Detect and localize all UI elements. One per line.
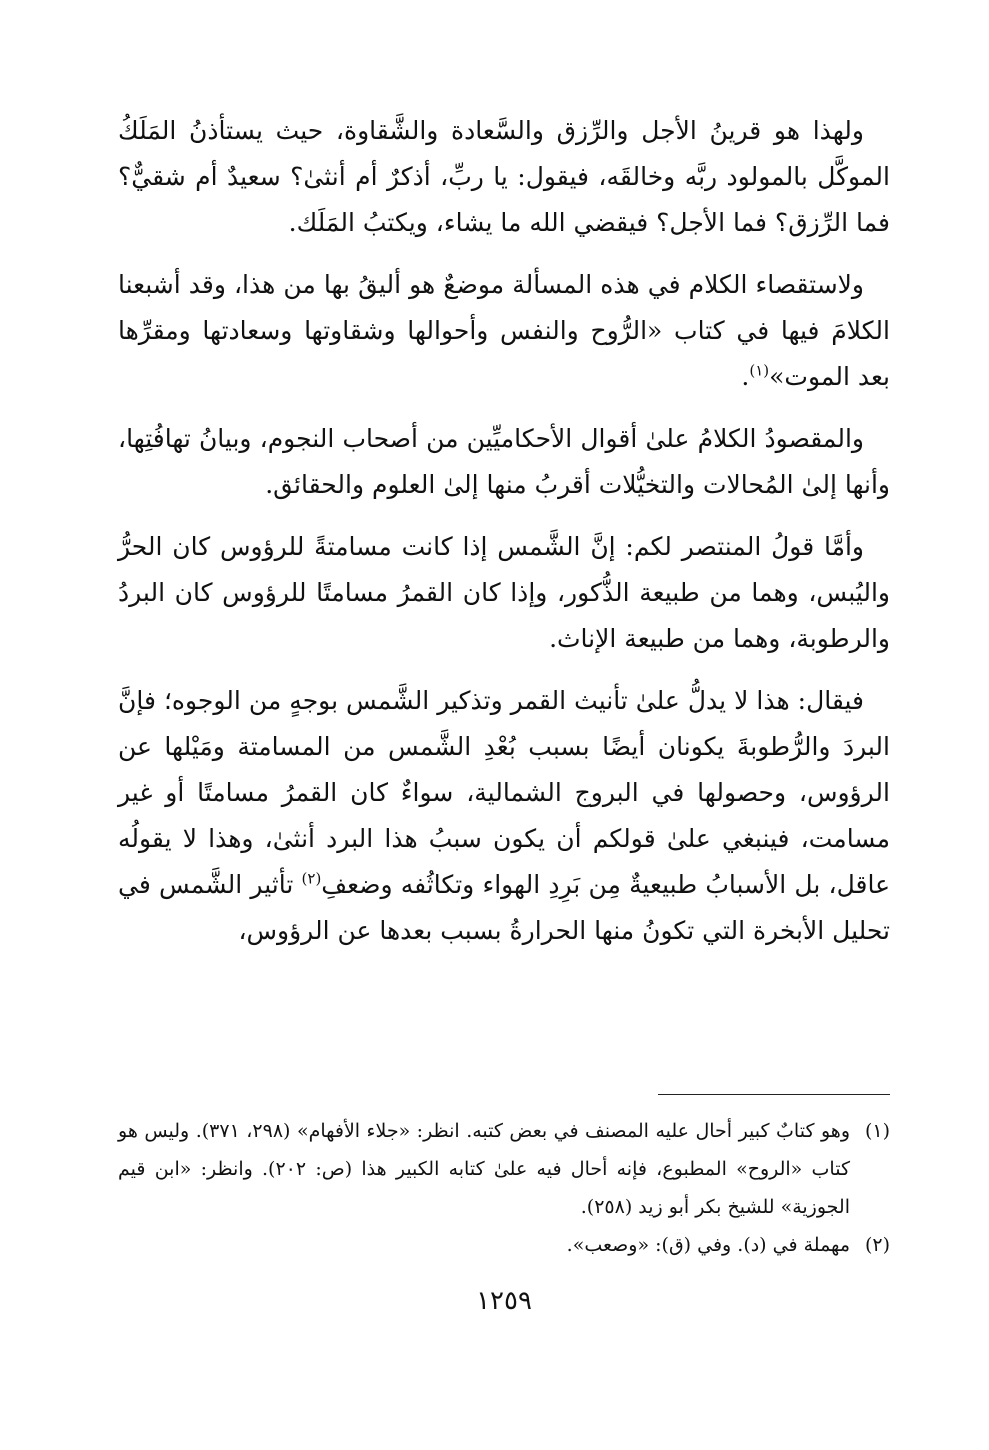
book-page <box>118 108 890 1338</box>
footnote-number: (٢) <box>864 1234 890 1256</box>
paragraph-1: ولهذا هو قرينُ الأجل والرِّزق والسَّعادة والشَّقاوة، حيث يستأذنُ المَلَكُ الموكَّل بالمولود ربَّه وخالقَه، فيقول: يا ربِّ، أذكرٌ أم أنثىٰ؟ سعيدٌ أم شقيٌّ؟ فما الرِّزق؟ فما الأجل؟ فيقضي الله ما يشاء، ويكتبُ المَلَك. <box>118 116 890 237</box>
main-text <box>118 108 890 954</box>
footnote-number: (١) <box>864 1120 890 1142</box>
page-number: ١٢٥٩ <box>476 1286 532 1316</box>
footnote-ref-2: (٢) <box>301 869 322 888</box>
footnote-2 <box>118 1226 890 1264</box>
footnote-text: مهملة في (د). وفي (ق): «وصعب». <box>566 1234 850 1256</box>
paragraph-2: ولاستقصاء الكلام في هذه المسألة موضعٌ هو أليقُ بها من هذا، وقد أشبعنا الكلامَ فيها في كتاب «الرُّوح والنفس وأحوالها وشقاوتها وسعادتها ومقرِّها بعد الموت»$^{(١)}$. <box>118 270 890 391</box>
footnote-ref-1: (١) <box>749 361 770 380</box>
paragraph-3: والمقصودُ الكلامُ علىٰ أقوال الأحكاميِّين من أصحاب النجوم، وبيانُ تهافُتِها، وأنها إلىٰ المُحالات والتخيُّلات أقربُ منها إلىٰ العلوم والحقائق. <box>118 424 890 499</box>
paragraph-5: فيقال: هذا لا يدلُّ علىٰ تأنيث القمر وتذكير الشَّمس بوجهٍ من الوجوه؛ فإنَّ البردَ والرُّطوبةَ يكونان أيضًا بسبب بُعْدِ الشَّمس من المسامتة ومَيْلها عن الرؤوس، وحصولها في البروج الشمالية، سواءٌ كان القمرُ مسامتًا أو غير مسامت، فينبغي علىٰ قولكم أن يكون سببُ هذا البرد أنثىٰ، وهذا لا يقولُه عاقل، بل الأسبابُ طبيعيةٌ مِن بَرِدِ الهواء وتكاثُفه وضعفِ$^{(٢)}$ تأثير الشَّمس في تحليل الأبخرة التي تكونُ منها الحرارةُ بسبب بعدها عن الرؤوس، <box>118 686 890 945</box>
footnote-1 <box>118 1112 890 1226</box>
footnotes <box>118 1112 890 1264</box>
footnote-divider <box>658 1094 890 1095</box>
paragraph-4: وأمَّا قولُ المنتصر لكم: إنَّ الشَّمس إذا كانت مسامتةً للرؤوس كان الحرُّ واليُبس، وهما من طبيعة الذُّكور، وإذا كان القمرُ مسامتًا للرؤوس كان البردُ والرطوبة، وهما من طبيعة الإناث. <box>118 532 890 653</box>
footnote-text: وهو كتابٌ كبير أحال عليه المصنف في بعض كتبه. انظر: «جلاء الأفهام» (٢٩٨، ٣٧١). وليس هو كتاب «الروح» المطبوع، فإنه أحال فيه علىٰ كتابه الكبير هذا (ص: ٢٠٢). وانظر: «ابن قيم الجوزية» للشيخ بكر أبو زيد (٢٥٨). <box>118 1120 850 1218</box>
